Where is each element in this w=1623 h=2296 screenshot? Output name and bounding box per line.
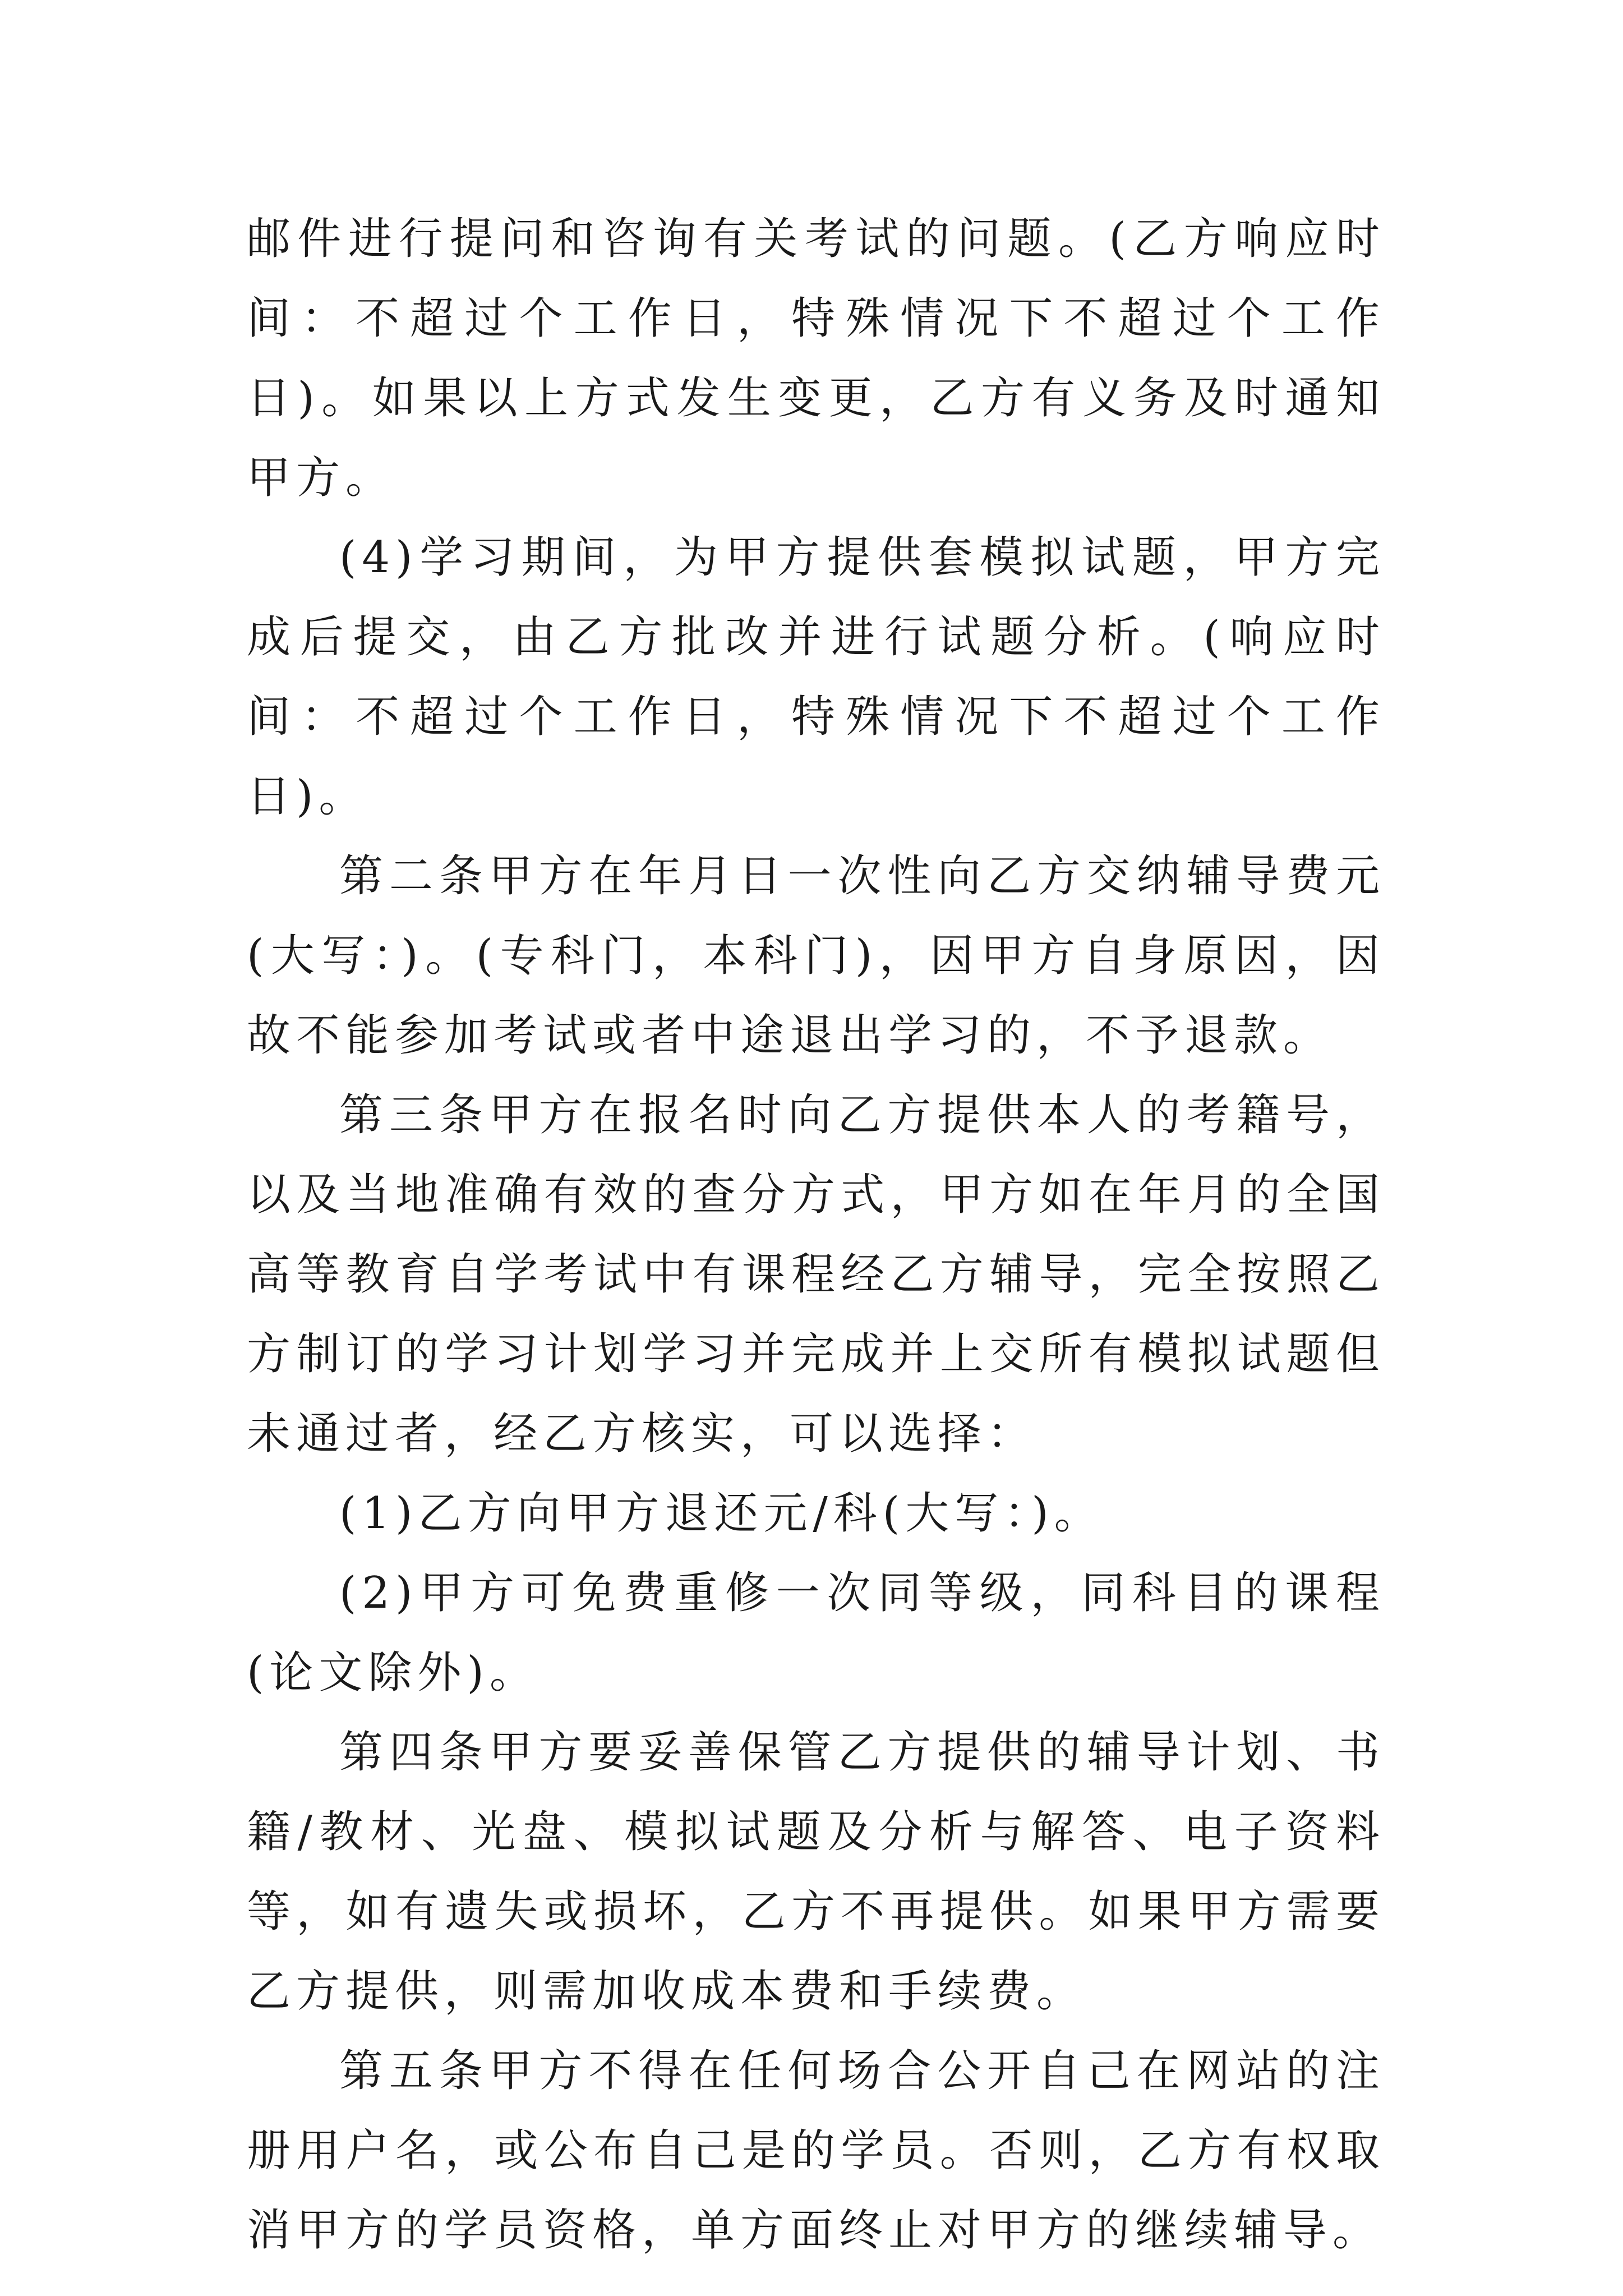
paragraph-item-4: (4)学习期间，为甲方提供套模拟试题，甲方完成后提交，由乙方批改并进行试题分析。(响应时间：不超过个工作日，特殊情况下不超过个工作日)。 (247, 532, 1385, 822)
paragraph-option-1: (1)乙方向甲方退还元/科(大写：)。 (339, 1488, 1104, 1539)
document-body (247, 199, 1385, 2270)
paragraph-continuation: 邮件进行提问和咨询有关考试的问题。(乙方响应时间：不超过个工作日，特殊情况下不超过个工作日)。如果以上方式发生变更，乙方有义务及时通知甲方。 (247, 214, 1385, 503)
paragraph-article-2: 第二条甲方在年月日一次性向乙方交纳辅导费元(大写：)。(专科门，本科门)，因甲方自身原因，因故不能参加考试或者中途退出学习的，不予退款。 (247, 851, 1385, 1061)
paragraph-article-5: 第五条甲方不得在任何场合公开自己在网站的注册用户名，或公布自己是的学员。否则，乙方有权取消甲方的学员资格，单方面终止对甲方的继续辅导。 (247, 2046, 1385, 2256)
paragraph-article-3: 第三条甲方在报名时向乙方提供本人的考籍号，以及当地准确有效的查分方式，甲方如在年月的全国高等教育自学考试中有课程经乙方辅导，完全按照乙方制订的学习计划学习并完成并上交所有模拟试题但未通过者，经乙方核实，可以选择： (247, 1090, 1385, 1459)
paragraph-article-4: 第四条甲方要妥善保管乙方提供的辅导计划、书籍/教材、光盘、模拟试题及分析与解答、电子资料等，如有遗失或损坏，乙方不再提供。如果甲方需要乙方提供，则需加收成本费和手续费。 (247, 1727, 1385, 2017)
paragraph-option-2: (2)甲方可免费重修一次同等级，同科目的课程(论文除外)。 (247, 1568, 1385, 1698)
